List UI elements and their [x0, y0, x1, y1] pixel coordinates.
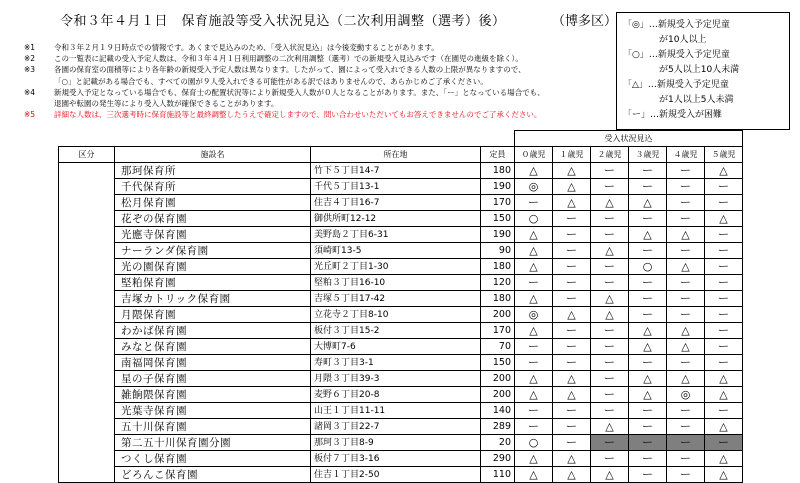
availability-mark: ー: [705, 355, 743, 371]
availability-mark: ○: [515, 211, 553, 227]
facility-name: 雑餉隈保育園: [115, 387, 311, 403]
availability-mark: ー: [629, 291, 667, 307]
facility-name: 月隈保育園: [115, 307, 311, 323]
facility-name: 五十川保育園: [115, 419, 311, 435]
facility-name: 光葉寺保育園: [115, 403, 311, 419]
availability-mark: △: [667, 259, 705, 275]
availability-mark: △: [553, 163, 591, 179]
availability-mark: △: [629, 323, 667, 339]
note-mark: ※1: [24, 43, 36, 52]
availability-mark: ー: [629, 419, 667, 435]
availability-mark: ー: [629, 243, 667, 259]
availability-mark: ー: [591, 435, 629, 451]
availability-mark: △: [667, 323, 705, 339]
facility-name: つくし保育園: [115, 451, 311, 467]
facility-address: 美野島２丁目6-31: [311, 227, 481, 243]
availability-mark: ー: [553, 275, 591, 291]
facility-address: 板付３丁目15-2: [311, 323, 481, 339]
note-text: 詳細な人数は、三次選考時に保育施設等と最終調整したうえで確定しますので、問い合わせいただいてもお答えできませんのでご了承ください。: [54, 110, 542, 120]
availability-mark: △: [705, 467, 743, 483]
availability-mark: ー: [591, 339, 629, 355]
availability-mark: ー: [553, 323, 591, 339]
availability-mark: △: [629, 339, 667, 355]
note-mark: ※5: [24, 110, 36, 120]
legend-item: が1人以上5人未満: [623, 95, 734, 105]
facility-capacity: 70: [481, 339, 515, 355]
facility-capacity: 110: [481, 467, 515, 483]
table-row: [59, 291, 743, 307]
availability-mark: △: [515, 387, 553, 403]
note: [24, 76, 614, 87]
table-row: [59, 307, 743, 323]
facility-address: 山王１丁目11-11: [311, 403, 481, 419]
availability-mark: △: [515, 467, 553, 483]
col-age: ５歳児: [705, 147, 743, 163]
availability-mark: △: [705, 451, 743, 467]
availability-mark: △: [591, 467, 629, 483]
note-mark: ※4: [24, 87, 36, 97]
availability-mark: ー: [629, 211, 667, 227]
availability-mark: ー: [705, 195, 743, 211]
availability-mark: △: [553, 451, 591, 467]
note: [24, 87, 614, 98]
availability-mark: ー: [705, 179, 743, 195]
availability-mark: ー: [553, 403, 591, 419]
facility-capacity: 140: [481, 403, 515, 419]
col-age: ０歳児: [515, 147, 553, 163]
availability-mark: ー: [553, 243, 591, 259]
availability-mark: ー: [629, 435, 667, 451]
facility-address: 那珂３丁目8-9: [311, 435, 481, 451]
legend-item: が5人以上10人未満: [623, 65, 740, 75]
facility-capacity: 180: [481, 259, 515, 275]
note: [24, 109, 614, 120]
facility-address: 寿町３丁目3-1: [311, 355, 481, 371]
note-mark: ※2: [24, 54, 36, 64]
table-row: [59, 435, 743, 451]
note-text: 新規受入予定となっている場合でも、保育士の配置状況等により新規受入人数が０人となることがあります。また、「ー」となっている場合でも、: [54, 87, 545, 97]
availability-mark: ー: [553, 435, 591, 451]
availability-mark: ー: [705, 227, 743, 243]
col-age: ２歳児: [591, 147, 629, 163]
facility-capacity: 150: [481, 211, 515, 227]
col-ku: 区分: [59, 147, 115, 163]
col-name: 施設名: [115, 147, 311, 163]
facility-capacity: 190: [481, 227, 515, 243]
availability-mark: △: [629, 371, 667, 387]
facility-address: 住吉４丁目16-7: [311, 195, 481, 211]
notes: [24, 42, 614, 120]
availability-mark: △: [667, 371, 705, 387]
col-age: ３歳児: [629, 147, 667, 163]
availability-mark: ー: [629, 451, 667, 467]
col-age: １歳児: [553, 147, 591, 163]
availability-mark: ー: [667, 179, 705, 195]
note-mark: ※3: [24, 65, 36, 75]
availability-mark: ー: [629, 467, 667, 483]
facility-capacity: 200: [481, 307, 515, 323]
availability-mark: ー: [591, 403, 629, 419]
availability-mark: △: [705, 163, 743, 179]
facility-capacity: 200: [481, 387, 515, 403]
availability-mark: ◎: [667, 387, 705, 403]
facility-name: 千代保育所: [115, 179, 311, 195]
availability-mark: ー: [591, 179, 629, 195]
availability-mark: △: [705, 211, 743, 227]
availability-mark: △: [591, 243, 629, 259]
facility-address: 月隈３丁目39-3: [311, 371, 481, 387]
facility-address: 堅粕３丁目16-10: [311, 275, 481, 291]
facility-capacity: 180: [481, 163, 515, 179]
availability-mark: ー: [705, 259, 743, 275]
facility-name: 那珂保育所: [115, 163, 311, 179]
availability-mark: ー: [591, 355, 629, 371]
availability-mark: ー: [667, 243, 705, 259]
availability-mark: ー: [705, 339, 743, 355]
ku-cell: [59, 163, 115, 483]
availability-table: [58, 130, 743, 483]
facility-address: 千代５丁目13-1: [311, 179, 481, 195]
facility-capacity: 200: [481, 371, 515, 387]
availability-mark: ー: [705, 403, 743, 419]
availability-mark: ー: [553, 211, 591, 227]
availability-mark: △: [553, 307, 591, 323]
legend-box: [616, 12, 790, 130]
availability-mark: ー: [591, 451, 629, 467]
facility-address: 須崎町13-5: [311, 243, 481, 259]
availability-mark: △: [667, 339, 705, 355]
facility-capacity: 180: [481, 291, 515, 307]
note-text: この一覧表に記載の受入予定人数は、令和３年４月１日利用調整の二次利用調整（選考）での新規受入見込みです（在園児の進級を除く）。: [54, 54, 523, 64]
availability-mark: ー: [553, 291, 591, 307]
facility-capacity: 289: [481, 419, 515, 435]
availability-mark: ◎: [515, 179, 553, 195]
note: [24, 53, 614, 64]
note: [24, 98, 614, 109]
table-row: [59, 339, 743, 355]
availability-mark: △: [591, 307, 629, 323]
table-row: [59, 227, 743, 243]
facility-capacity: 20: [481, 435, 515, 451]
availability-mark: △: [515, 243, 553, 259]
availability-mark: △: [629, 387, 667, 403]
facility-address: 麦野６丁目20-8: [311, 387, 481, 403]
availability-mark: ○: [629, 259, 667, 275]
note: [24, 42, 614, 53]
availability-mark: ○: [515, 435, 553, 451]
availability-mark: △: [515, 451, 553, 467]
availability-mark: △: [591, 195, 629, 211]
availability-mark: ー: [667, 403, 705, 419]
availability-mark: ー: [705, 275, 743, 291]
availability-mark: △: [705, 419, 743, 435]
availability-mark: △: [515, 163, 553, 179]
facility-address: 諸岡３丁目22-7: [311, 419, 481, 435]
table-row: [59, 163, 743, 179]
availability-mark: ー: [667, 211, 705, 227]
table-row: [59, 179, 743, 195]
availability-mark: ー: [667, 307, 705, 323]
availability-mark: △: [705, 371, 743, 387]
facility-capacity: 190: [481, 179, 515, 195]
availability-mark: ー: [667, 163, 705, 179]
facility-address: 大博町7-6: [311, 339, 481, 355]
page-title: 令和３年４月１日 保育施設等受入状況見込（二次利用調整（選考）後）: [60, 14, 506, 29]
availability-mark: ー: [553, 355, 591, 371]
table-row: [59, 403, 743, 419]
legend-item: 「◎」…新規受入予定児童: [623, 20, 730, 30]
availability-mark: ー: [705, 435, 743, 451]
legend-item: 「ー」…新規受入が困難: [623, 110, 723, 120]
availability-mark: △: [591, 291, 629, 307]
availability-mark: ー: [667, 451, 705, 467]
availability-mark: ー: [667, 355, 705, 371]
availability-mark: ー: [629, 163, 667, 179]
availability-mark: △: [515, 323, 553, 339]
legend-item: 「○」…新規受入予定児童: [623, 50, 730, 60]
note-text: 令和３年２月１９日時点での情報です。あくまで見込みのため、「受入状況見込」は今後変動することがあります。: [54, 43, 439, 52]
facility-name: 花ぞの保育園: [115, 211, 311, 227]
table-row: [59, 355, 743, 371]
availability-mark: ー: [667, 275, 705, 291]
facility-name: 堅粕保育園: [115, 275, 311, 291]
availability-mark: ー: [591, 211, 629, 227]
table-row: [59, 211, 743, 227]
availability-mark: ー: [515, 195, 553, 211]
col-addr: 所在地: [311, 147, 481, 163]
facility-capacity: 150: [481, 355, 515, 371]
table-row: [59, 195, 743, 211]
availability-mark: ◎: [515, 307, 553, 323]
availability-mark: ー: [705, 243, 743, 259]
facility-name: ナーランダ保育園: [115, 243, 311, 259]
table-row: [59, 387, 743, 403]
facility-name: 南福岡保育園: [115, 355, 311, 371]
availability-mark: ー: [667, 419, 705, 435]
availability-mark: ー: [667, 291, 705, 307]
availability-mark: ー: [591, 387, 629, 403]
facility-address: 光丘町２丁目1-30: [311, 259, 481, 275]
note: [24, 64, 614, 75]
table-row: [59, 451, 743, 467]
facility-name: わかば保育園: [115, 323, 311, 339]
table-row: [59, 275, 743, 291]
availability-mark: △: [553, 387, 591, 403]
availability-mark: ー: [553, 339, 591, 355]
facility-name: 第二五十川保育園分園: [115, 435, 311, 451]
availability-mark: ー: [705, 291, 743, 307]
availability-mark: ー: [553, 227, 591, 243]
facility-address: 吉塚５丁目17-42: [311, 291, 481, 307]
availability-mark: △: [553, 195, 591, 211]
availability-mark: △: [667, 227, 705, 243]
availability-mark: ー: [667, 435, 705, 451]
availability-mark: ー: [629, 403, 667, 419]
availability-mark: ー: [591, 275, 629, 291]
availability-mark: ー: [705, 307, 743, 323]
facility-name: どろんこ保育園: [115, 467, 311, 483]
col-cap: 定員: [481, 147, 515, 163]
facility-address: 板付７丁目3-16: [311, 451, 481, 467]
col-age: ４歳児: [667, 147, 705, 163]
availability-mark: ー: [629, 275, 667, 291]
availability-mark: ー: [515, 355, 553, 371]
availability-mark: ー: [515, 403, 553, 419]
note-text: 各園の保育室の面積等により各年齢の新規受入予定人数は異なります。したがって、園によって受入れできる人数の上限が異なりますので、: [54, 65, 526, 75]
note-text: 「○」と記載がある場合でも、すべての園が９人受入れできる可能性がある訳ではありませんので、あらかじめご了承ください。: [54, 76, 488, 86]
status-header: 受入状況見込: [515, 131, 743, 147]
facility-capacity: 290: [481, 451, 515, 467]
availability-mark: △: [553, 179, 591, 195]
availability-mark: ー: [553, 419, 591, 435]
availability-mark: ー: [629, 307, 667, 323]
availability-mark: △: [515, 291, 553, 307]
district-label: （博多区）: [552, 14, 618, 29]
facility-capacity: 170: [481, 195, 515, 211]
availability-mark: ー: [515, 339, 553, 355]
table-row: [59, 467, 743, 483]
availability-mark: △: [629, 227, 667, 243]
facility-name: 星の子保育園: [115, 371, 311, 387]
availability-mark: ー: [629, 355, 667, 371]
availability-mark: △: [705, 387, 743, 403]
availability-mark: ー: [667, 467, 705, 483]
availability-mark: △: [591, 419, 629, 435]
facility-name: 松月保育園: [115, 195, 311, 211]
facility-capacity: 120: [481, 275, 515, 291]
availability-mark: ー: [591, 323, 629, 339]
table-row: [59, 259, 743, 275]
availability-mark: ー: [629, 179, 667, 195]
table-row: [59, 243, 743, 259]
facility-name: 光應寺保育園: [115, 227, 311, 243]
availability-mark: ー: [591, 259, 629, 275]
availability-mark: △: [515, 227, 553, 243]
table-row: [59, 419, 743, 435]
facility-capacity: 170: [481, 323, 515, 339]
availability-mark: ー: [705, 323, 743, 339]
availability-mark: ー: [515, 419, 553, 435]
legend-item: が10人以上: [623, 35, 707, 45]
table-row: [59, 371, 743, 387]
availability-mark: ー: [553, 259, 591, 275]
availability-mark: ー: [515, 275, 553, 291]
availability-mark: △: [629, 195, 667, 211]
availability-mark: ー: [591, 163, 629, 179]
facility-address: 立花寺２丁目8-10: [311, 307, 481, 323]
availability-mark: △: [553, 467, 591, 483]
facility-name: 吉塚カトリック保育園: [115, 291, 311, 307]
facility-name: みなと保育園: [115, 339, 311, 355]
facility-address: 御供所町12-12: [311, 211, 481, 227]
availability-mark: ー: [591, 371, 629, 387]
legend-item: 「△」…新規受入予定児童: [623, 80, 729, 90]
availability-mark: △: [553, 371, 591, 387]
availability-mark: △: [515, 259, 553, 275]
note-text: 退園や転園の発生等により受入人数が確保できることがあります。: [54, 99, 279, 109]
facility-capacity: 90: [481, 243, 515, 259]
facility-address: 住吉１丁目2-50: [311, 467, 481, 483]
facility-name: 光の園保育園: [115, 259, 311, 275]
table-row: [59, 323, 743, 339]
availability-mark: △: [515, 371, 553, 387]
availability-mark: ー: [591, 227, 629, 243]
availability-mark: ー: [667, 195, 705, 211]
facility-address: 竹下５丁目14-7: [311, 163, 481, 179]
